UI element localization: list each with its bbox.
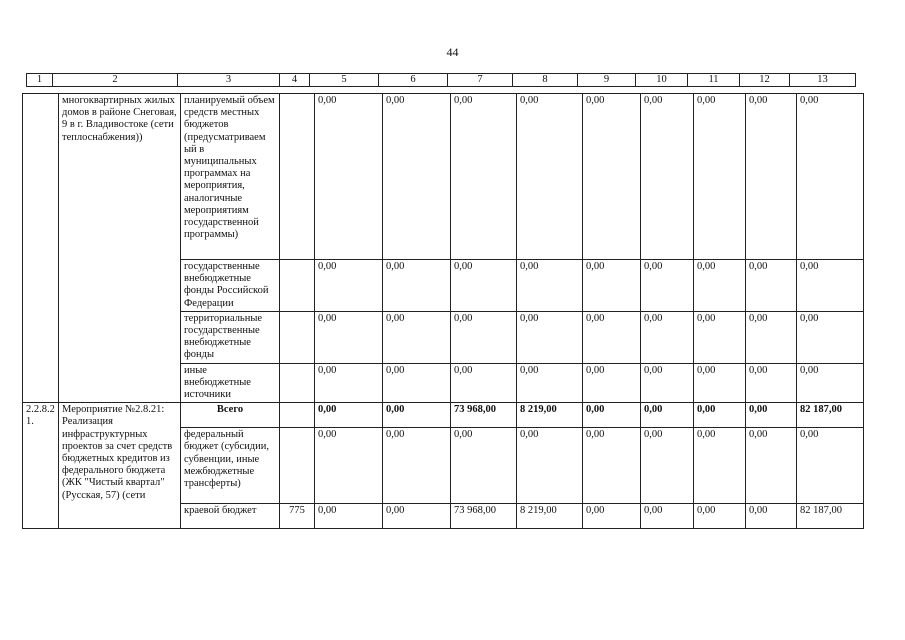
value-cell: 0,00: [517, 363, 583, 403]
header-cell: 4: [280, 74, 310, 87]
funding-source-cell: Всего: [181, 403, 280, 428]
header-cell: 12: [740, 74, 790, 87]
header-cell: 9: [578, 74, 636, 87]
value-cell: 0,00: [583, 94, 641, 260]
value-cell: 8 219,00: [517, 403, 583, 428]
header-cell: 8: [513, 74, 578, 87]
value-cell: 0,00: [315, 311, 383, 363]
value-cell: 0,00: [383, 428, 451, 504]
measure-name-cell: многоквартирных жилых домов в районе Снеговая, 9 в г. Владивостоке (сети теплоснабжения)): [59, 94, 181, 403]
value-cell: 82 187,00: [797, 504, 864, 529]
value-cell: 0,00: [383, 504, 451, 529]
value-cell: 8 219,00: [517, 504, 583, 529]
funding-source-cell: иные внебюджетные источники: [181, 363, 280, 403]
funding-source-cell: государственные внебюджетные фонды Российской Федерации: [181, 260, 280, 312]
value-cell: 0,00: [694, 94, 746, 260]
value-cell: 0,00: [517, 94, 583, 260]
value-cell: 0,00: [694, 363, 746, 403]
header-cell: 5: [310, 74, 379, 87]
value-cell: 0,00: [315, 428, 383, 504]
value-cell: 0,00: [694, 504, 746, 529]
value-cell: 0,00: [641, 403, 694, 428]
value-cell: 0,00: [641, 311, 694, 363]
row-number-cell: [23, 94, 59, 403]
header-cell: 6: [379, 74, 448, 87]
value-cell: 82 187,00: [797, 403, 864, 428]
value-cell: 0,00: [797, 428, 864, 504]
measure-name-cell: Мероприятие №2.8.21: Реализация инфраструктурных проектов за счет средств бюджетных кредитов из федерального бюджета (ЖК "Чистый квартал" (Русская, 57) (сети: [59, 403, 181, 529]
value-cell: 73 968,00: [451, 403, 517, 428]
code-cell: 775: [280, 504, 315, 529]
funding-source-cell: планируемый объем средств местных бюджетов (предусматриваем ый в муниципальных программах на мероприятия, аналогичные мероприятиям государственной программы): [181, 94, 280, 260]
code-cell: [280, 260, 315, 312]
value-cell: 0,00: [746, 311, 797, 363]
code-cell: [280, 94, 315, 260]
header-cell: 7: [448, 74, 513, 87]
value-cell: 0,00: [517, 428, 583, 504]
value-cell: 0,00: [797, 260, 864, 312]
value-cell: 0,00: [383, 94, 451, 260]
funding-source-cell: краевой бюджет: [181, 504, 280, 529]
value-cell: 0,00: [315, 363, 383, 403]
value-cell: 0,00: [451, 94, 517, 260]
value-cell: 0,00: [694, 311, 746, 363]
value-cell: 0,00: [315, 94, 383, 260]
header-cell: 1: [27, 74, 53, 87]
header-cell: 11: [688, 74, 740, 87]
table-row: [23, 403, 864, 428]
value-cell: 0,00: [746, 428, 797, 504]
value-cell: 0,00: [583, 504, 641, 529]
value-cell: 0,00: [641, 504, 694, 529]
value-cell: 0,00: [583, 311, 641, 363]
value-cell: 0,00: [451, 363, 517, 403]
value-cell: 0,00: [451, 260, 517, 312]
value-cell: 0,00: [315, 403, 383, 428]
header-cell: 13: [790, 74, 856, 87]
code-cell: [280, 311, 315, 363]
header-cell: 10: [636, 74, 688, 87]
value-cell: 0,00: [641, 363, 694, 403]
funding-source-cell: территориальные государственные внебюджетные фонды: [181, 311, 280, 363]
value-cell: 0,00: [694, 260, 746, 312]
value-cell: 0,00: [694, 428, 746, 504]
table-row: [23, 94, 864, 260]
value-cell: 0,00: [583, 260, 641, 312]
value-cell: 0,00: [451, 428, 517, 504]
value-cell: 0,00: [383, 260, 451, 312]
value-cell: 0,00: [694, 403, 746, 428]
value-cell: 0,00: [583, 428, 641, 504]
value-cell: 0,00: [797, 94, 864, 260]
header-cell: 3: [178, 74, 280, 87]
value-cell: 0,00: [315, 504, 383, 529]
page-number: 44: [446, 45, 459, 59]
header-row: [27, 74, 856, 87]
column-number-header: [26, 73, 856, 87]
value-cell: 0,00: [583, 403, 641, 428]
value-cell: 0,00: [746, 260, 797, 312]
value-cell: 0,00: [746, 363, 797, 403]
code-cell: [280, 363, 315, 403]
value-cell: 0,00: [641, 428, 694, 504]
value-cell: 0,00: [517, 260, 583, 312]
header-cell: 2: [53, 74, 178, 87]
code-cell: [280, 428, 315, 504]
code-cell: [280, 403, 315, 428]
funding-source-cell: федеральный бюджет (субсидии, субвенции, иные межбюджетные трансферты): [181, 428, 280, 504]
value-cell: 0,00: [517, 311, 583, 363]
value-cell: 0,00: [797, 311, 864, 363]
budget-table: [22, 93, 864, 529]
value-cell: 0,00: [797, 363, 864, 403]
value-cell: 0,00: [315, 260, 383, 312]
value-cell: 0,00: [746, 94, 797, 260]
value-cell: 0,00: [583, 363, 641, 403]
value-cell: 0,00: [746, 504, 797, 529]
value-cell: 73 968,00: [451, 504, 517, 529]
value-cell: 0,00: [451, 311, 517, 363]
row-number-cell: 2.2.8.2 1.: [23, 403, 59, 529]
value-cell: 0,00: [641, 94, 694, 260]
value-cell: 0,00: [383, 363, 451, 403]
value-cell: 0,00: [383, 311, 451, 363]
value-cell: 0,00: [383, 403, 451, 428]
value-cell: 0,00: [746, 403, 797, 428]
value-cell: 0,00: [641, 260, 694, 312]
